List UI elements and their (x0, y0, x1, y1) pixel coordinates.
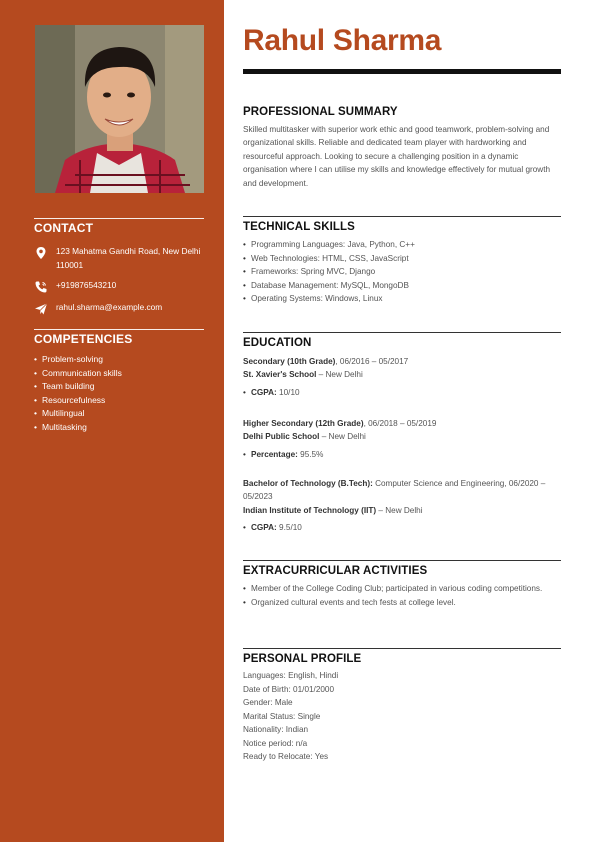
contact-top-rule (34, 218, 204, 219)
list-item: • Organized cultural events and tech fests at college level. (243, 596, 561, 610)
education-dates: , 06/2018 – 05/2019 (363, 419, 437, 428)
list-item: • Team building (34, 380, 204, 394)
summary-title: PROFESSIONAL SUMMARY (243, 106, 398, 118)
education-score (243, 386, 561, 399)
personal-line: Gender: Male (243, 698, 293, 707)
education-entry (243, 477, 561, 534)
list-item: • Resourcefulness (34, 394, 204, 408)
list-item: • Communication skills (34, 367, 204, 381)
education-score (243, 448, 561, 461)
list-item: • Problem-solving (34, 353, 204, 367)
education-school: Delhi Public School (243, 432, 320, 442)
education-school: Indian Institute of Technology (IIT) (243, 505, 377, 515)
education-dates: , 06/2016 – 05/2017 (335, 357, 409, 366)
skills-title: TECHNICAL SKILLS (243, 221, 355, 233)
list-item: • Web Technologies: HTML, CSS, JavaScript (243, 252, 561, 266)
education-school-line (243, 504, 561, 517)
summary-text: Skilled multitasker with superior work ethic and good teamwork, problem-solving and organizational skills. Reliable and dedicated team player with hardworking and resourceful approach. Looking to secure a challenging position in a dynamic organisation where I can utilise my skills and knowledge effectively for mutual growth and development. (243, 125, 551, 188)
education-location: – New Delhi (316, 370, 363, 380)
education-location: – New Delhi (376, 505, 423, 515)
list-item: • Multilingual (34, 407, 204, 421)
education-title: EDUCATION (243, 337, 312, 349)
education-entry (243, 355, 561, 417)
extracurricular-list (243, 582, 561, 609)
candidate-name: Rahul Sharma (243, 24, 442, 57)
phone-text: +919876543210 (56, 280, 117, 290)
education-score-label: Percentage: (251, 449, 298, 459)
skills-list (243, 238, 561, 306)
contact-phone[interactable] (34, 279, 204, 294)
education-dates: Computer Science and Engineering, 06/2020 – 05/2023 (243, 479, 546, 502)
personal-section (243, 648, 561, 764)
competencies-top-rule (34, 329, 204, 330)
list-item: • Frameworks: Spring MVC, Django (243, 265, 561, 279)
extracurricular-title: EXTRACURRICULAR ACTIVITIES (243, 565, 428, 577)
education-score-label: CGPA: (251, 522, 277, 532)
personal-title: PERSONAL PROFILE (243, 653, 362, 665)
personal-line: Languages: English, Hindi (243, 671, 339, 680)
address-text: 123 Mahatma Gandhi Road, New Delhi 110001 (56, 246, 201, 270)
list-item: • Multitasking (34, 421, 204, 435)
personal-line: Ready to Relocate: Yes (243, 752, 329, 761)
sidebar (0, 0, 224, 842)
education-school: St. Xavier's School (243, 370, 317, 380)
paper-plane-icon (34, 302, 48, 316)
education-degree-line (243, 355, 561, 368)
education-score (243, 521, 561, 534)
profile-photo (35, 25, 204, 193)
contact-section (34, 218, 204, 323)
education-degree: Bachelor of Technology (B.Tech): (243, 479, 373, 488)
location-pin-icon (34, 246, 48, 260)
competencies-section (34, 329, 204, 434)
education-school-line (243, 430, 561, 443)
skills-section (243, 216, 561, 306)
education-entry (243, 417, 561, 477)
competencies-title: COMPETENCIES (34, 332, 133, 346)
personal-line: Marital Status: Single (243, 711, 321, 721)
education-degree-line (243, 417, 561, 430)
extracurricular-section (243, 560, 561, 609)
personal-line: Nationality: Indian (243, 725, 309, 734)
competencies-list (34, 353, 204, 434)
summary-section (243, 106, 561, 190)
personal-line: Notice period: n/a (243, 738, 308, 748)
education-school-line (243, 368, 561, 381)
education-degree: Secondary (10th Grade) (243, 357, 336, 366)
contact-title: CONTACT (34, 221, 94, 235)
list-item: • Operating Systems: Windows, Linux (243, 292, 561, 306)
contact-email[interactable] (34, 301, 204, 316)
education-location: – New Delhi (319, 432, 366, 442)
personal-line: Date of Birth: 01/01/2000 (243, 684, 335, 694)
education-score-label: CGPA: (251, 387, 277, 397)
education-section (243, 332, 561, 534)
education-degree: Higher Secondary (12th Grade) (243, 419, 364, 428)
education-score-value: 10/10 (276, 387, 300, 397)
phone-icon (34, 280, 48, 294)
list-item: • Programming Languages: Java, Python, C++ (243, 238, 561, 252)
education-score-value: 9.5/10 (276, 522, 302, 532)
name-underline (243, 69, 561, 74)
list-item: • Database Management: MySQL, MongoDB (243, 279, 561, 293)
list-item: • Member of the College Coding Club; participated in various coding competitions. (243, 582, 561, 596)
education-score-value: 95.5% (297, 449, 324, 459)
contact-address (34, 245, 204, 272)
education-degree-line (243, 477, 561, 504)
email-text: rahul.sharma@example.com (56, 302, 163, 312)
